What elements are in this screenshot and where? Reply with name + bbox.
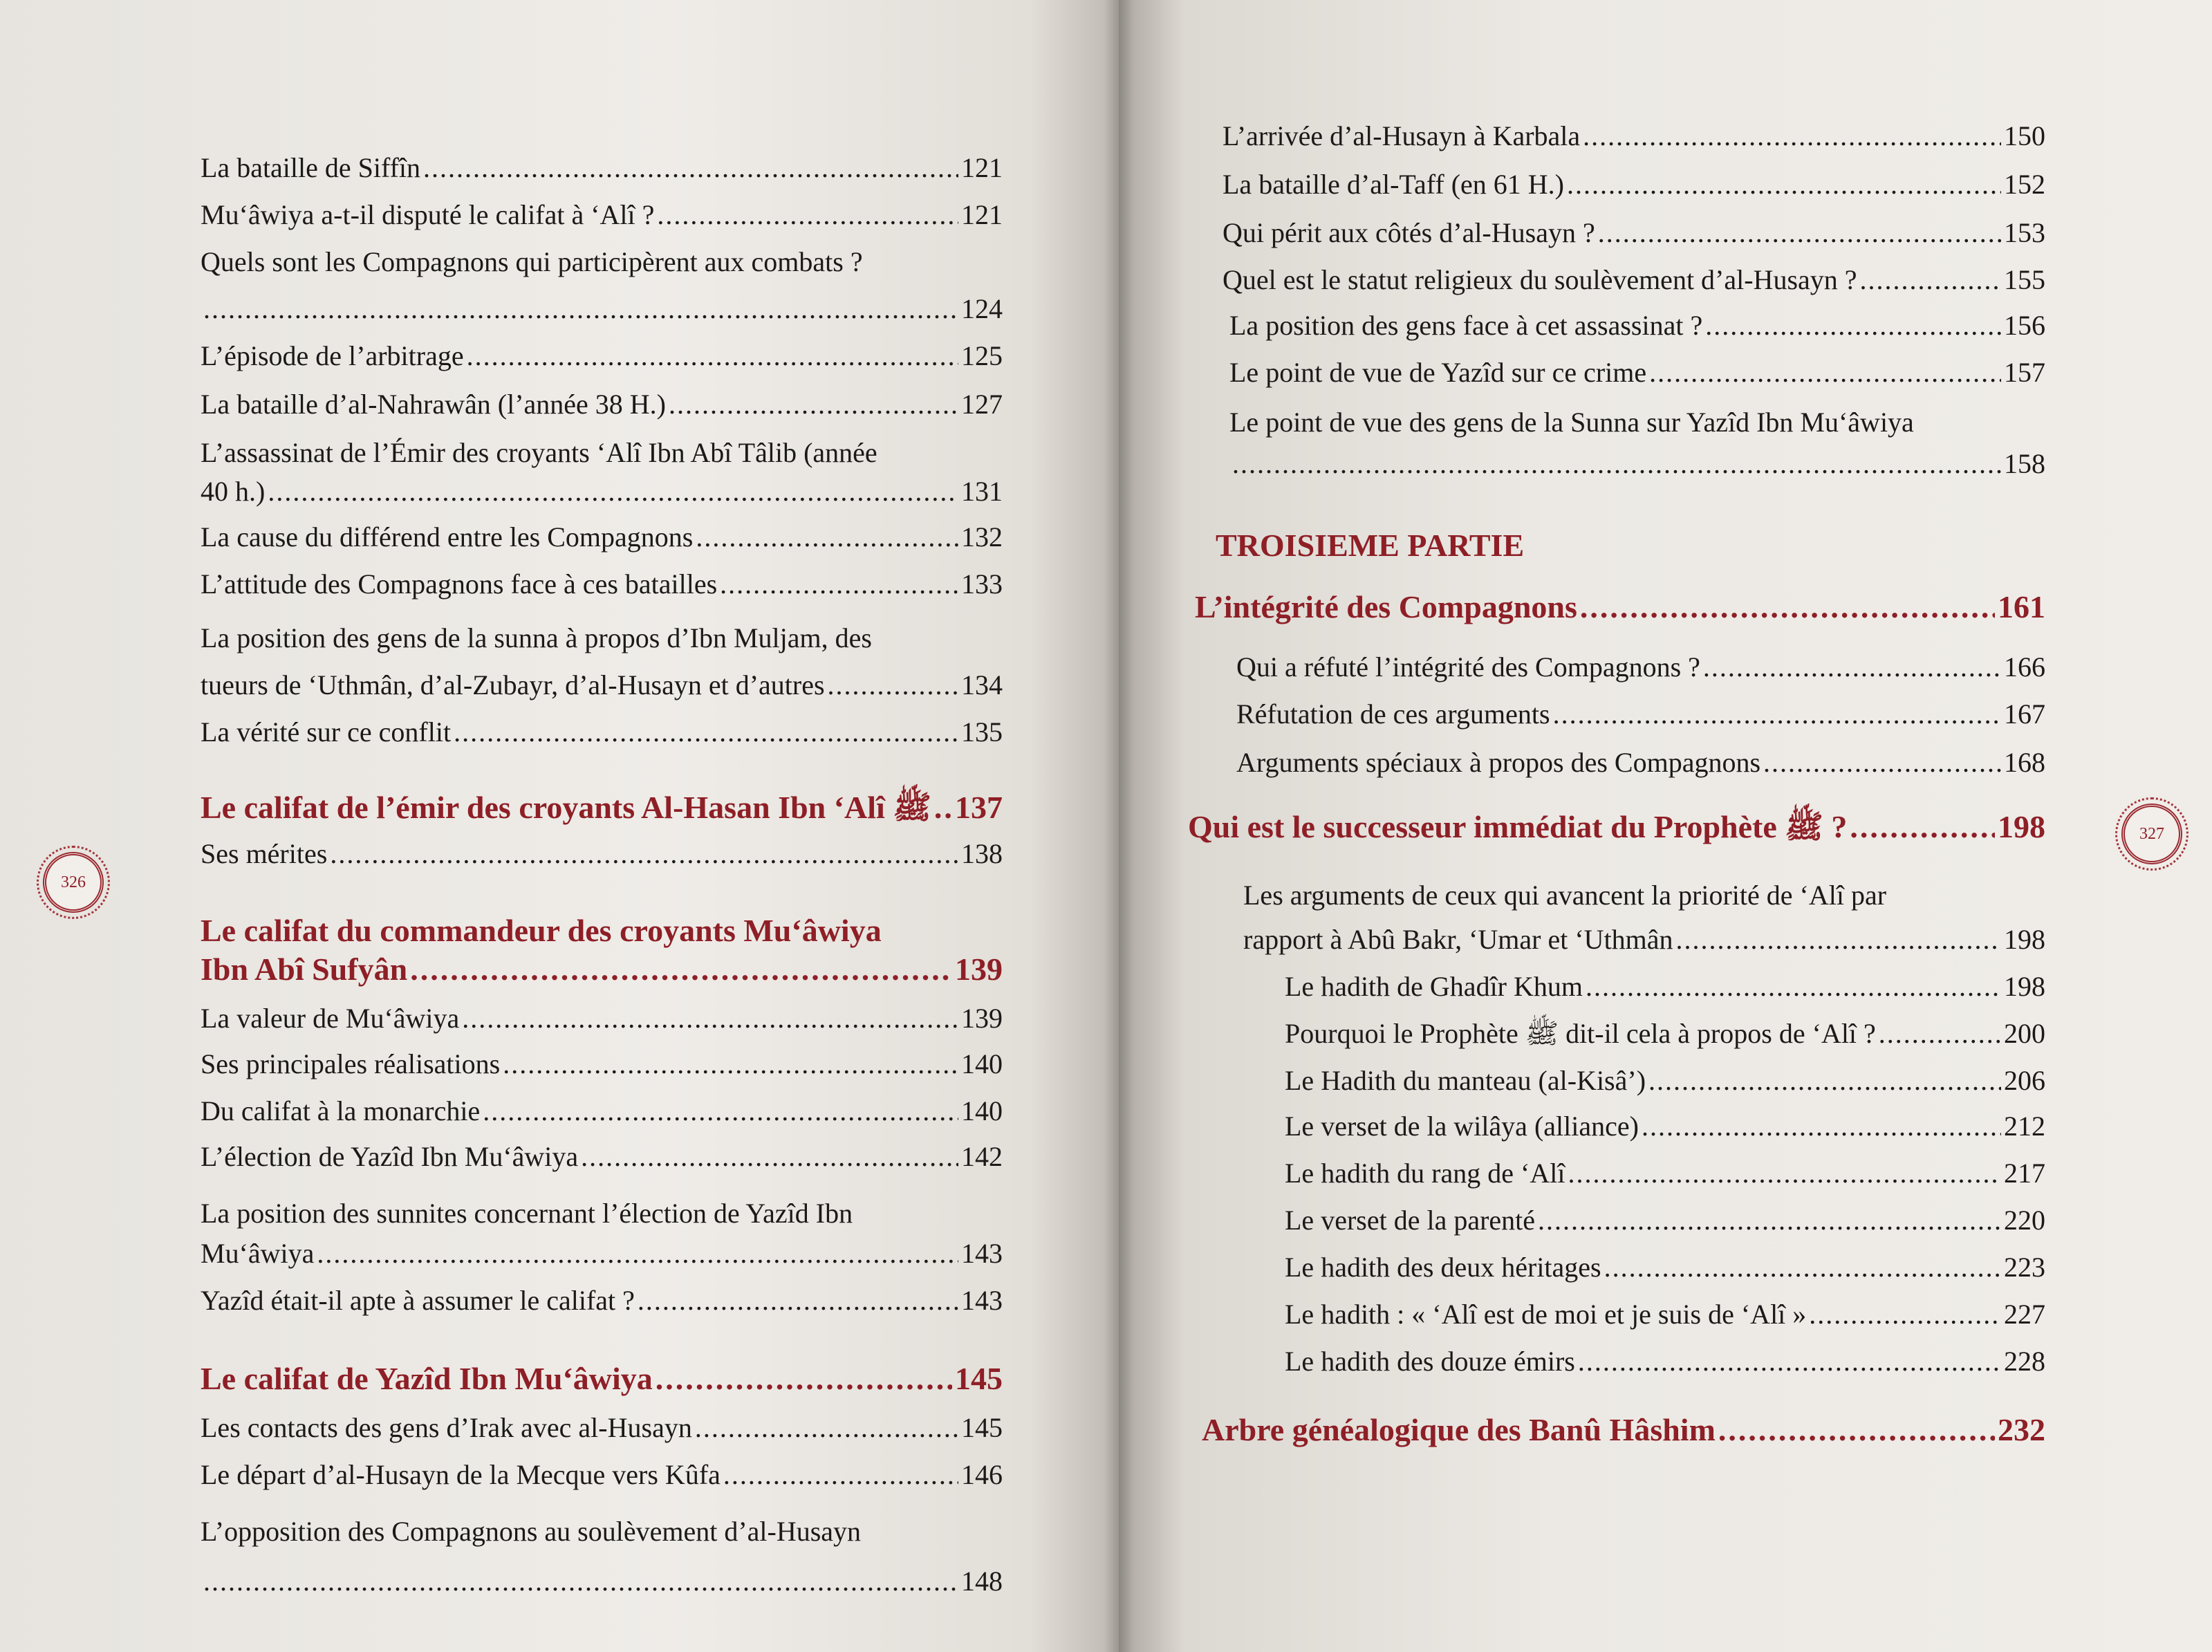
toc-entry xyxy=(201,567,1003,602)
toc-entry xyxy=(1223,119,2045,154)
toc-entry-title: Quel est le statut religieux du soulèvement d’al-Husayn ? xyxy=(1223,264,1857,295)
dot-leader xyxy=(669,387,958,422)
toc-entry xyxy=(201,387,1003,422)
toc-entry xyxy=(201,1458,1003,1492)
toc-section-heading xyxy=(1195,588,2045,627)
toc-page-number: 217 xyxy=(2004,1158,2045,1189)
toc-entry-title: Le hadith de Ghadîr Khum xyxy=(1285,971,1583,1002)
toc-entry xyxy=(1285,1250,2045,1285)
toc-page-number: 167 xyxy=(2004,698,2045,730)
dot-leader xyxy=(1705,308,2001,343)
toc-entry xyxy=(1285,1064,2045,1098)
toc-entry-title: Le hadith des douze émirs xyxy=(1285,1346,1575,1377)
toc-page-number: 200 xyxy=(2004,1018,2045,1049)
toc-entry xyxy=(201,715,1003,750)
toc-entry xyxy=(201,621,1003,656)
toc-entry xyxy=(1236,745,2045,780)
toc-entry-title: La position des gens de la sunna à propos d’Ibn Muljam, des xyxy=(201,622,872,653)
toc-entry-title: Arguments spéciaux à propos des Compagnons xyxy=(1236,747,1761,778)
toc-entry-title: Le hadith des deux héritages xyxy=(1285,1252,1601,1283)
toc-section-heading xyxy=(1188,808,2045,846)
dot-leader xyxy=(1583,119,2001,154)
toc-page-number: 161 xyxy=(1998,589,2045,624)
toc-page-number: 137 xyxy=(955,790,1003,825)
toc-entry-title: La valeur de Mu‘âwiya xyxy=(201,1003,460,1034)
toc-entry xyxy=(201,1411,1003,1445)
toc-page-number: 223 xyxy=(2004,1252,2045,1283)
toc-page-number: 140 xyxy=(961,1095,1003,1126)
toc-entry-title: Le califat du commandeur des croyants Mu‘âwiya xyxy=(201,913,882,948)
dot-leader xyxy=(1598,216,2001,250)
toc-page-number: 121 xyxy=(961,152,1003,183)
toc-entry-title: Du califat à la monarchie xyxy=(201,1095,481,1126)
dot-leader xyxy=(467,339,958,373)
toc-entry-title: Ses mérites xyxy=(201,838,328,869)
right-page xyxy=(1119,0,2212,1652)
toc-entry-title: Le califat de l’émir des croyants Al-Hasan Ibn ‘Alî ﷺ xyxy=(201,790,931,825)
toc-entry xyxy=(201,520,1003,555)
toc-page-number: 124 xyxy=(961,293,1003,324)
toc-entry-title: Le point de vue de Yazîd sur ce crime xyxy=(1229,357,1647,388)
toc-entry xyxy=(201,1001,1003,1036)
toc-entry-title: Le hadith du rang de ‘Alî xyxy=(1285,1158,1565,1189)
toc-entry xyxy=(1223,216,2045,250)
toc-entry-title: La bataille de Siffîn xyxy=(201,152,421,183)
dot-leader xyxy=(581,1140,958,1174)
right-page-number: 327 xyxy=(2121,804,2182,864)
toc-entry-title: rapport à Abû Bakr, ‘Umar et ‘Uthmân xyxy=(1243,924,1673,955)
dot-leader xyxy=(1703,650,2001,685)
toc-entry xyxy=(201,837,1003,871)
book-gutter xyxy=(1104,0,1134,1652)
toc-page-number: 125 xyxy=(961,340,1003,371)
toc-entry-title: La position des sunnites concernant l’élection de Yazîd Ibn xyxy=(201,1198,853,1229)
toc-entry-title: Pourquoi le Prophète ﷺ dit-il cela à propos de ‘Alî ? xyxy=(1285,1018,1876,1049)
toc-entry xyxy=(201,245,1003,279)
part-label: TROISIEME PARTIE xyxy=(1216,528,1525,563)
toc-page-number: 138 xyxy=(961,838,1003,869)
toc-entry-title: Ibn Abî Sufyân xyxy=(201,952,408,987)
dot-leader xyxy=(720,567,958,602)
toc-entry-title: L’épisode de l’arbitrage xyxy=(201,340,464,371)
dot-leader xyxy=(1568,1156,2001,1191)
toc-entry xyxy=(1285,1344,2045,1379)
toc-section-heading xyxy=(201,788,1003,827)
dot-leader xyxy=(1604,1250,2001,1285)
dot-leader xyxy=(1648,1064,2001,1098)
toc-entry-title: L’intégrité des Compagnons xyxy=(1195,589,1577,624)
toc-entry-title: Le verset de la parenté xyxy=(1285,1205,1536,1236)
toc-entry xyxy=(201,474,1003,509)
dot-leader xyxy=(1850,808,1995,846)
toc-page-number: 198 xyxy=(1998,809,2045,844)
toc-entry xyxy=(1229,447,2045,481)
toc-page-number: 148 xyxy=(961,1566,1003,1597)
toc-entry xyxy=(1223,263,2045,297)
toc-page-number: 145 xyxy=(961,1412,1003,1443)
toc-page-number: 156 xyxy=(2004,310,2045,341)
toc-page-number: 134 xyxy=(961,669,1003,700)
toc-entry-title: Mu‘âwiya xyxy=(201,1238,315,1269)
toc-page-number: 121 xyxy=(961,199,1003,230)
dot-leader xyxy=(1879,1017,2001,1051)
toc-entry-title: Le hadith : « ‘Alî est de moi et je suis de ‘Alî » xyxy=(1285,1299,1807,1330)
left-page-number: 326 xyxy=(43,852,104,913)
toc-entry xyxy=(1243,878,2045,913)
dot-leader xyxy=(317,1236,958,1271)
dot-leader xyxy=(203,1564,958,1599)
toc-entry-title: L’élection de Yazîd Ibn Mu‘âwiya xyxy=(201,1141,579,1172)
dot-leader xyxy=(268,474,958,509)
toc-entry xyxy=(1285,1156,2045,1191)
dot-leader xyxy=(203,292,958,326)
toc-entry-title: Quels sont les Compagnons qui participèrent aux combats ? xyxy=(201,246,863,277)
toc-entry xyxy=(201,198,1003,232)
toc-page-number: 157 xyxy=(2004,357,2045,388)
toc-entry xyxy=(201,1283,1003,1318)
toc-entry xyxy=(1243,922,2045,957)
dot-leader xyxy=(410,950,952,989)
toc-entry-title: Le verset de la wilâya (alliance) xyxy=(1285,1111,1639,1142)
toc-entry xyxy=(1236,697,2045,732)
dot-leader xyxy=(1578,1344,2001,1379)
dot-leader xyxy=(483,1094,958,1129)
dot-leader xyxy=(454,715,958,750)
dot-leader xyxy=(1809,1297,2001,1332)
toc-page-number: 143 xyxy=(961,1238,1003,1269)
toc-page-number: 142 xyxy=(961,1141,1003,1172)
toc-entry xyxy=(1229,308,2045,343)
toc-entry xyxy=(201,1094,1003,1129)
toc-entry-title: La bataille d’al-Taff (en 61 H.) xyxy=(1223,169,1565,200)
toc-section-heading xyxy=(201,1359,1003,1398)
toc-page-number: 139 xyxy=(961,1003,1003,1034)
toc-entry-title: L’opposition des Compagnons au soulèvement d’al-Husayn xyxy=(201,1516,862,1547)
toc-entry xyxy=(1223,167,2045,202)
toc-page-number: 139 xyxy=(955,952,1003,987)
toc-entry xyxy=(201,151,1003,185)
dot-leader xyxy=(656,1359,952,1398)
toc-entry-title: Le califat de Yazîd Ibn Mu‘âwiya xyxy=(201,1361,653,1396)
toc-entry-title: Réfutation de ces arguments xyxy=(1236,698,1550,730)
toc-page-number: 152 xyxy=(2004,169,2045,200)
dot-leader xyxy=(1586,969,2001,1004)
toc-page-number: 198 xyxy=(2004,924,2045,955)
toc-page-number: 145 xyxy=(955,1361,1003,1396)
dot-leader xyxy=(1860,263,2001,297)
toc-section-heading xyxy=(201,911,1003,950)
toc-section-heading xyxy=(201,950,1003,989)
toc-entry-title: Les arguments de ceux qui avancent la priorité de ‘Alî par xyxy=(1243,880,1887,911)
toc-page-number: 140 xyxy=(961,1048,1003,1079)
toc-entry-title: La cause du différend entre les Compagnons xyxy=(201,521,694,553)
toc-entry-title: L’assassinat de l’Émir des croyants ‘Alî Ibn Abî Tâlib (année xyxy=(201,437,877,468)
dot-leader xyxy=(657,198,958,232)
toc-page-number: 155 xyxy=(2004,264,2045,295)
toc-entry-title: L’attitude des Compagnons face à ces batailles xyxy=(201,568,718,600)
toc-entry xyxy=(201,1514,1003,1549)
toc-entry xyxy=(1236,650,2045,685)
toc-entry-title: Les contacts des gens d’Irak avec al-Husayn xyxy=(201,1412,692,1443)
dot-leader xyxy=(828,668,958,703)
toc-entry xyxy=(201,339,1003,373)
dot-leader xyxy=(423,151,958,185)
dot-leader xyxy=(638,1283,958,1318)
dot-leader xyxy=(723,1458,958,1492)
toc-page-number: 232 xyxy=(1998,1412,2045,1447)
toc-page-number: 133 xyxy=(961,568,1003,600)
toc-entry xyxy=(1285,1203,2045,1238)
toc-page-number: 150 xyxy=(2004,120,2045,151)
toc-page-number: 143 xyxy=(961,1285,1003,1316)
toc-entry xyxy=(1285,1017,2045,1051)
dot-leader xyxy=(1232,447,2001,481)
toc-entry xyxy=(201,436,1003,470)
dot-leader xyxy=(1718,1411,1995,1449)
toc-entry xyxy=(201,1196,1003,1231)
toc-entry-title: Qui a réfuté l’intégrité des Compagnons ? xyxy=(1236,651,1700,683)
toc-entry-title: Ses principales réalisations xyxy=(201,1048,501,1079)
toc-entry-title: Arbre généalogique des Banû Hâshim xyxy=(1202,1412,1716,1447)
toc-entry xyxy=(1229,355,2045,390)
toc-entry xyxy=(201,1140,1003,1174)
toc-entry-title: Le Hadith du manteau (al-Kisâ’) xyxy=(1285,1065,1646,1096)
toc-page-number: 158 xyxy=(2004,448,2045,479)
toc-entry xyxy=(1285,1109,2045,1144)
toc-page-number: 212 xyxy=(2004,1111,2045,1142)
toc-page-number: 146 xyxy=(961,1459,1003,1490)
toc-entry xyxy=(201,292,1003,326)
toc-entry xyxy=(1285,969,2045,1004)
dot-leader xyxy=(462,1001,958,1036)
toc-entry-title: 40 h.) xyxy=(201,476,266,507)
toc-page-number: 220 xyxy=(2004,1205,2045,1236)
toc-page-number: 228 xyxy=(2004,1346,2045,1377)
toc-entry-title: tueurs de ‘Uthmân, d’al-Zubayr, d’al-Husayn et d’autres xyxy=(201,669,825,700)
dot-leader xyxy=(1553,697,2001,732)
toc-page-number: 153 xyxy=(2004,217,2045,248)
toc-page-number: 168 xyxy=(2004,747,2045,778)
toc-entry xyxy=(201,1047,1003,1082)
dot-leader xyxy=(934,788,952,827)
toc-entry-title: L’arrivée d’al-Husayn à Karbala xyxy=(1223,120,1581,151)
dot-leader xyxy=(1567,167,2001,202)
toc-entry-title: La vérité sur ce conflit xyxy=(201,716,452,748)
dot-leader xyxy=(696,520,958,555)
toc-page-number: 206 xyxy=(2004,1065,2045,1096)
toc-entry xyxy=(1285,1297,2045,1332)
dot-leader xyxy=(330,837,958,871)
dot-leader xyxy=(1538,1203,2001,1238)
toc-page-number: 227 xyxy=(2004,1299,2045,1330)
toc-entry xyxy=(201,1564,1003,1599)
toc-page-number: 127 xyxy=(961,389,1003,420)
toc-entry xyxy=(201,668,1003,703)
toc-entry-title: Yazîd était-il apte à assumer le califat ? xyxy=(201,1285,635,1316)
dot-leader xyxy=(695,1411,958,1445)
dot-leader xyxy=(1642,1109,2001,1144)
dot-leader xyxy=(503,1047,958,1082)
dot-leader xyxy=(1676,922,2001,957)
toc-entry-title: Le départ d’al-Husayn de la Mecque vers Kûfa xyxy=(201,1459,721,1490)
toc-section-heading xyxy=(1202,1411,2045,1449)
toc-page-number: 166 xyxy=(2004,651,2045,683)
toc-page-number: 198 xyxy=(2004,971,2045,1002)
toc-entry-title: La bataille d’al-Nahrawân (l’année 38 H.) xyxy=(201,389,666,420)
toc-entry-title: Le point de vue des gens de la Sunna sur Yazîd Ibn Mu‘âwiya xyxy=(1229,407,1914,438)
toc-page-number: 131 xyxy=(961,476,1003,507)
dot-leader xyxy=(1763,745,2001,780)
dot-leader xyxy=(1580,588,1995,627)
toc-entry-title: Qui périt aux côtés d’al-Husayn ? xyxy=(1223,217,1595,248)
toc-entry-title: La position des gens face à cet assassinat ? xyxy=(1229,310,1703,341)
toc-entry xyxy=(1229,405,2045,440)
toc-entry-title: Qui est le successeur immédiat du Prophète ﷺ ? xyxy=(1188,809,1848,844)
toc-entry-title: Mu‘âwiya a-t-il disputé le califat à ‘Alî ? xyxy=(201,199,655,230)
toc-page-number: 135 xyxy=(961,716,1003,748)
dot-leader xyxy=(1649,355,2001,390)
toc-page-number: 132 xyxy=(961,521,1003,553)
toc-entry xyxy=(201,1236,1003,1271)
